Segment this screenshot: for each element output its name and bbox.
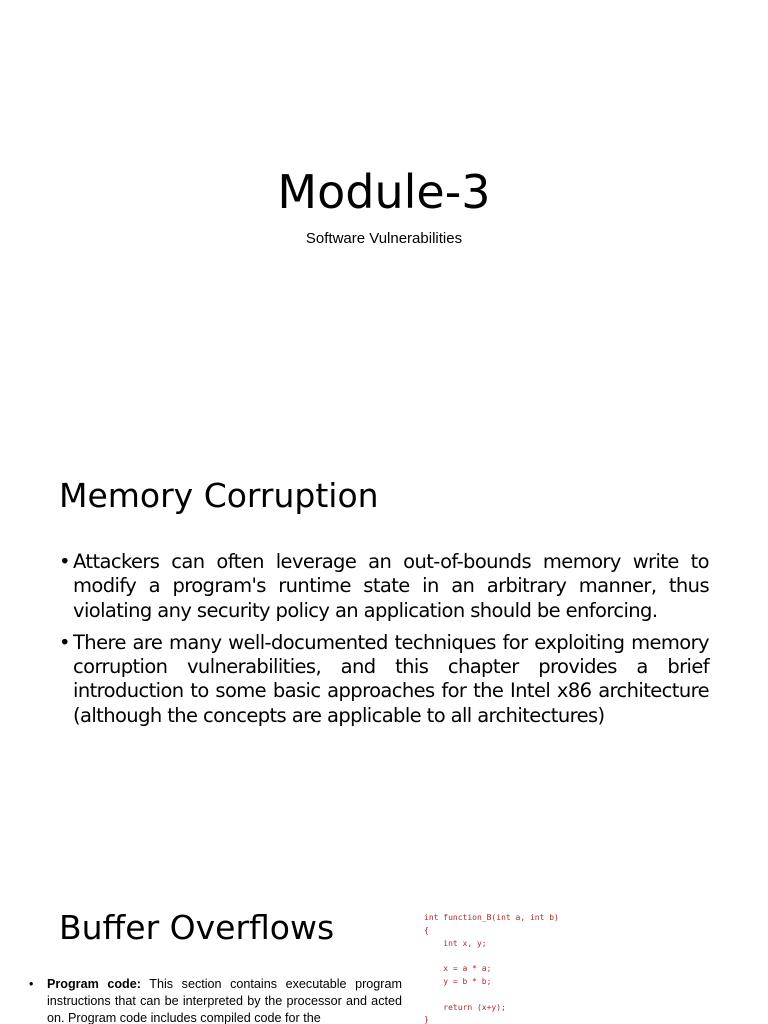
title-slide	[0, 0, 768, 432]
bullet-dot-icon: •	[59, 630, 70, 654]
slide-title: Module-3	[277, 165, 491, 219]
slide-heading: Memory Corruption	[59, 476, 379, 515]
code-line: return (x+y);	[443, 1002, 506, 1012]
bullet-item	[29, 976, 402, 1024]
code-line: int function_B(int a, int b)	[424, 913, 559, 922]
bullet-term: Program code:	[47, 977, 141, 991]
bullet-dot-icon: •	[29, 977, 34, 991]
bullet-item	[59, 631, 709, 728]
memory-corruption-slide	[0, 432, 768, 864]
bullet-text: There are many well-documented techniques for exploiting memory corruption vulnerabilities, and this chapter provides a brief introduction to some basic approaches for the Intel x86 architecture (although the concepts are applicable to all architectures)	[73, 630, 709, 727]
slide-heading: Buffer Overflows	[59, 908, 335, 947]
slide-subtitle: Software Vulnerabilities	[305, 230, 463, 247]
buffer-overflows-slide	[0, 864, 768, 1024]
code-line: {	[424, 925, 429, 935]
bullet-dot-icon: •	[59, 550, 70, 573]
code-line: }	[424, 1015, 429, 1024]
bullet-list	[59, 550, 709, 736]
bullet-list	[29, 976, 402, 1024]
bullet-text: Attackers can often leverage an out-of-bounds memory write to modify a program's runtime state in an arbitrary manner, thus violating any security policy an application should be enforcing.	[73, 550, 709, 622]
code-line: y = b * b;	[443, 976, 492, 986]
code-line: x = a * a;	[443, 964, 492, 974]
code-line: int x, y;	[443, 938, 487, 948]
code-snippet	[424, 912, 624, 1024]
bullet-text: This section contains executable program instructions that can be interpreted by the processor and acted on. Program code includes compiled code for the	[47, 977, 402, 1024]
bullet-item	[59, 550, 709, 623]
